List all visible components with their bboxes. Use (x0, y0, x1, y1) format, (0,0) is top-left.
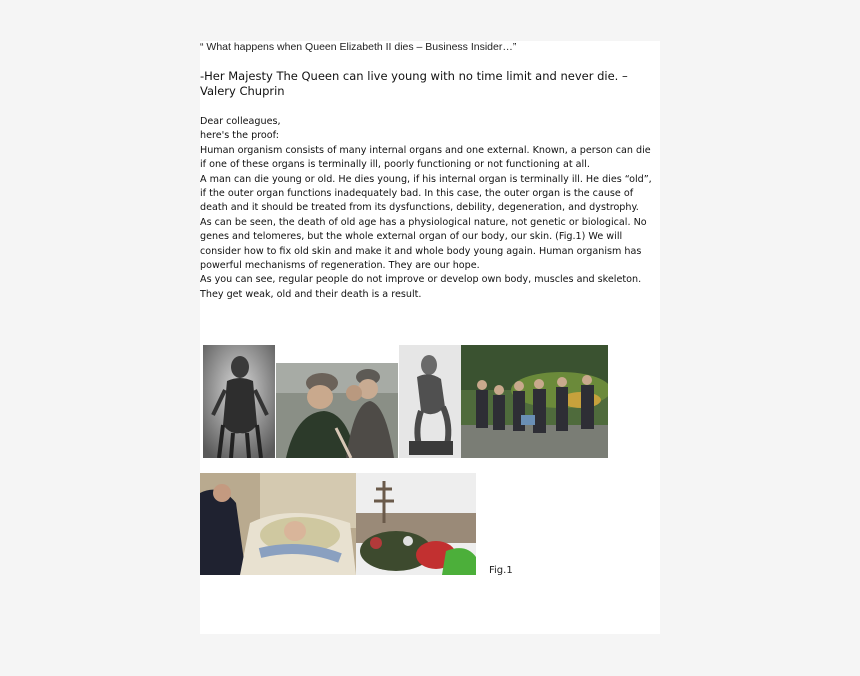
source-quote: “ What happens when Queen Elizabeth II dies – Business Insider…” (200, 41, 517, 53)
headline: -Her Majesty The Queen can live young with no time limit and never die. – Valery Chuprin (200, 69, 628, 98)
photo-elderly-woman-bed (200, 473, 356, 575)
figure-row-2 (200, 473, 476, 575)
photo-elderly-people-outdoors (276, 363, 398, 458)
document-page (200, 41, 798, 634)
main-paragraph: Human organism consists of many internal organs and one external. Known, a person can die if one of these organs is terminally ill, poorly functioning or not functioning at all. A man can die young or old. He dies young, if his internal organ is terminally ill. He dies “old”, if the outer organ functions inadequately bad. In this case, the outer organ is the cause of death and it should be treated from its dysfunctions, debility, degeneration, and dystrophy. As can be seen, the death of old age has a physiological nature, not genetic or biological. No genes and telomeres, but the whole external organ of our body, our skin. (Fig.1) We will consider how to fix old skin and make it and whole body young again. Human organism has powerful mechanisms of regeneration. They are our hope. (200, 144, 798, 272)
body-text (200, 115, 798, 302)
greeting: Dear colleagues, (200, 116, 281, 127)
photo-group-elderly-park (461, 345, 608, 458)
figure-row-1 (203, 345, 608, 458)
closing-paragraph: As you can see, regular people do not improve or develop own body, muscles and skeleton. They get weak, old and their death is a result. (200, 274, 642, 300)
photo-sculpture (399, 345, 461, 458)
photo-emaciated-man (203, 345, 275, 458)
photo-grave-cross (356, 473, 476, 575)
figure-label: Fig.1 (489, 565, 513, 576)
intro-line: here's the proof: (200, 130, 279, 142)
